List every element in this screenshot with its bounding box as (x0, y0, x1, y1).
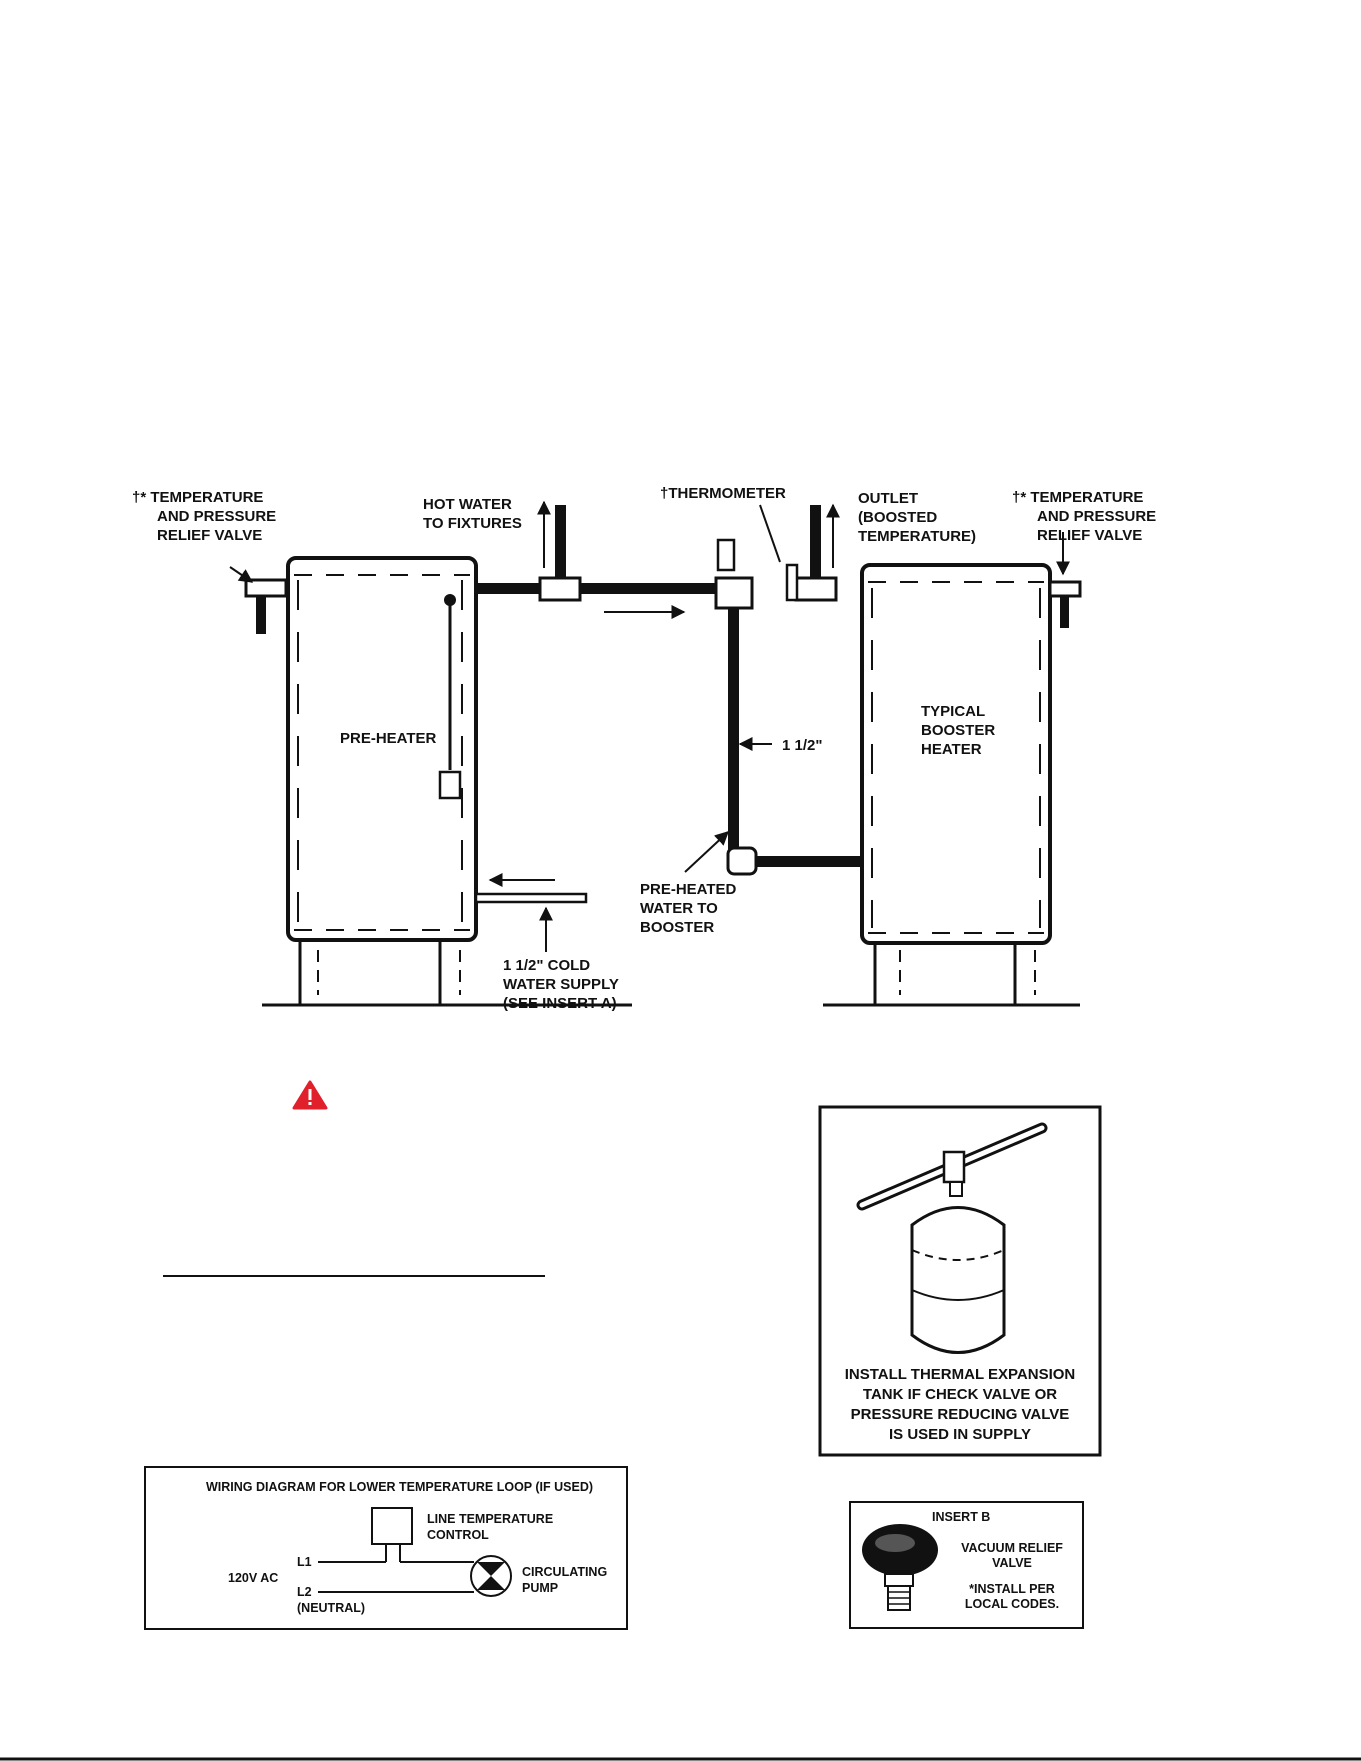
warning-icon (294, 1082, 326, 1108)
wiring-l1: L1 (297, 1555, 312, 1569)
wiring-neutral: (NEUTRAL) (297, 1601, 366, 1615)
pre-heater-tank (288, 558, 476, 1005)
outlet-line3: TEMPERATURE) (858, 528, 977, 545)
pre-heater-label: PRE-HEATER (340, 730, 437, 747)
wiring-pump-line2: PUMP (522, 1581, 559, 1595)
hot-water-line2: TO FIXTURES (423, 515, 522, 532)
expansion-caption-line2: TANK IF CHECK VALVE OR (862, 1386, 1058, 1403)
wiring-title: WIRING DIAGRAM FOR LOWER TEMPERATURE LOOP (IF USED) (206, 1480, 594, 1494)
expansion-caption-line4: IS USED IN SUPPLY (889, 1426, 1031, 1443)
cold-supply-line3: (SEE INSERT A) (503, 995, 617, 1012)
cold-supply-line2: WATER SUPPLY (503, 976, 619, 993)
insert-b-valve-line1: VACUUM RELIEF (961, 1541, 1063, 1555)
insert-b-note-line1: *INSTALL PER (969, 1582, 1055, 1596)
thermometer-label: †THERMOMETER (660, 485, 786, 502)
insert-b-title: INSERT B (932, 1510, 991, 1524)
pre-heated-line2: WATER TO (640, 900, 718, 917)
tp-valve-right-line1: †* TEMPERATURE (1012, 489, 1144, 506)
tp-valve-left-line1: †* TEMPERATURE (132, 489, 264, 506)
wiring-control-line1: LINE TEMPERATURE (427, 1512, 554, 1526)
pre-heated-line1: PRE-HEATED (640, 881, 737, 898)
booster-line3: HEATER (921, 741, 982, 758)
insert-b-valve-line2: VALVE (992, 1556, 1032, 1570)
tp-valve-left-line2: AND PRESSURE (157, 508, 277, 525)
tp-relief-valve-right (1050, 532, 1080, 628)
circulating-pump-icon (471, 1556, 511, 1596)
tp-valve-left-line3: RELIEF VALVE (157, 527, 263, 544)
booster-line1: TYPICAL (921, 703, 986, 720)
pre-heated-line3: BOOSTER (640, 919, 715, 936)
insert-b-note-line2: LOCAL CODES. (964, 1597, 1060, 1611)
booster-line2: BOOSTER (921, 722, 996, 739)
wiring-l2: L2 (297, 1585, 312, 1599)
tp-valve-right-line2: AND PRESSURE (1037, 508, 1157, 525)
cold-supply-line1: 1 1/2" COLD (503, 957, 591, 974)
pre-heated-pointer (685, 832, 728, 872)
hot-water-line1: HOT WATER (423, 496, 512, 513)
pipe-size-label: 1 1/2" (782, 737, 823, 754)
outlet-line1: OUTLET (858, 490, 918, 507)
outlet-line2: (BOOSTED (858, 509, 938, 526)
tp-relief-valve-left (230, 567, 286, 634)
thermometer-pointer (760, 505, 780, 562)
expansion-caption-line3: PRESSURE REDUCING VALVE (850, 1406, 1070, 1423)
wiring-pump-line1: CIRCULATING (522, 1565, 608, 1579)
tp-valve-right-line3: RELIEF VALVE (1037, 527, 1143, 544)
booster-heater-tank (862, 565, 1050, 1005)
hot-water-piping (476, 505, 862, 902)
wiring-control-line2: CONTROL (427, 1528, 489, 1542)
wiring-voltage: 120V AC (228, 1571, 279, 1585)
expansion-caption-line1: INSTALL THERMAL EXPANSION (844, 1366, 1076, 1383)
